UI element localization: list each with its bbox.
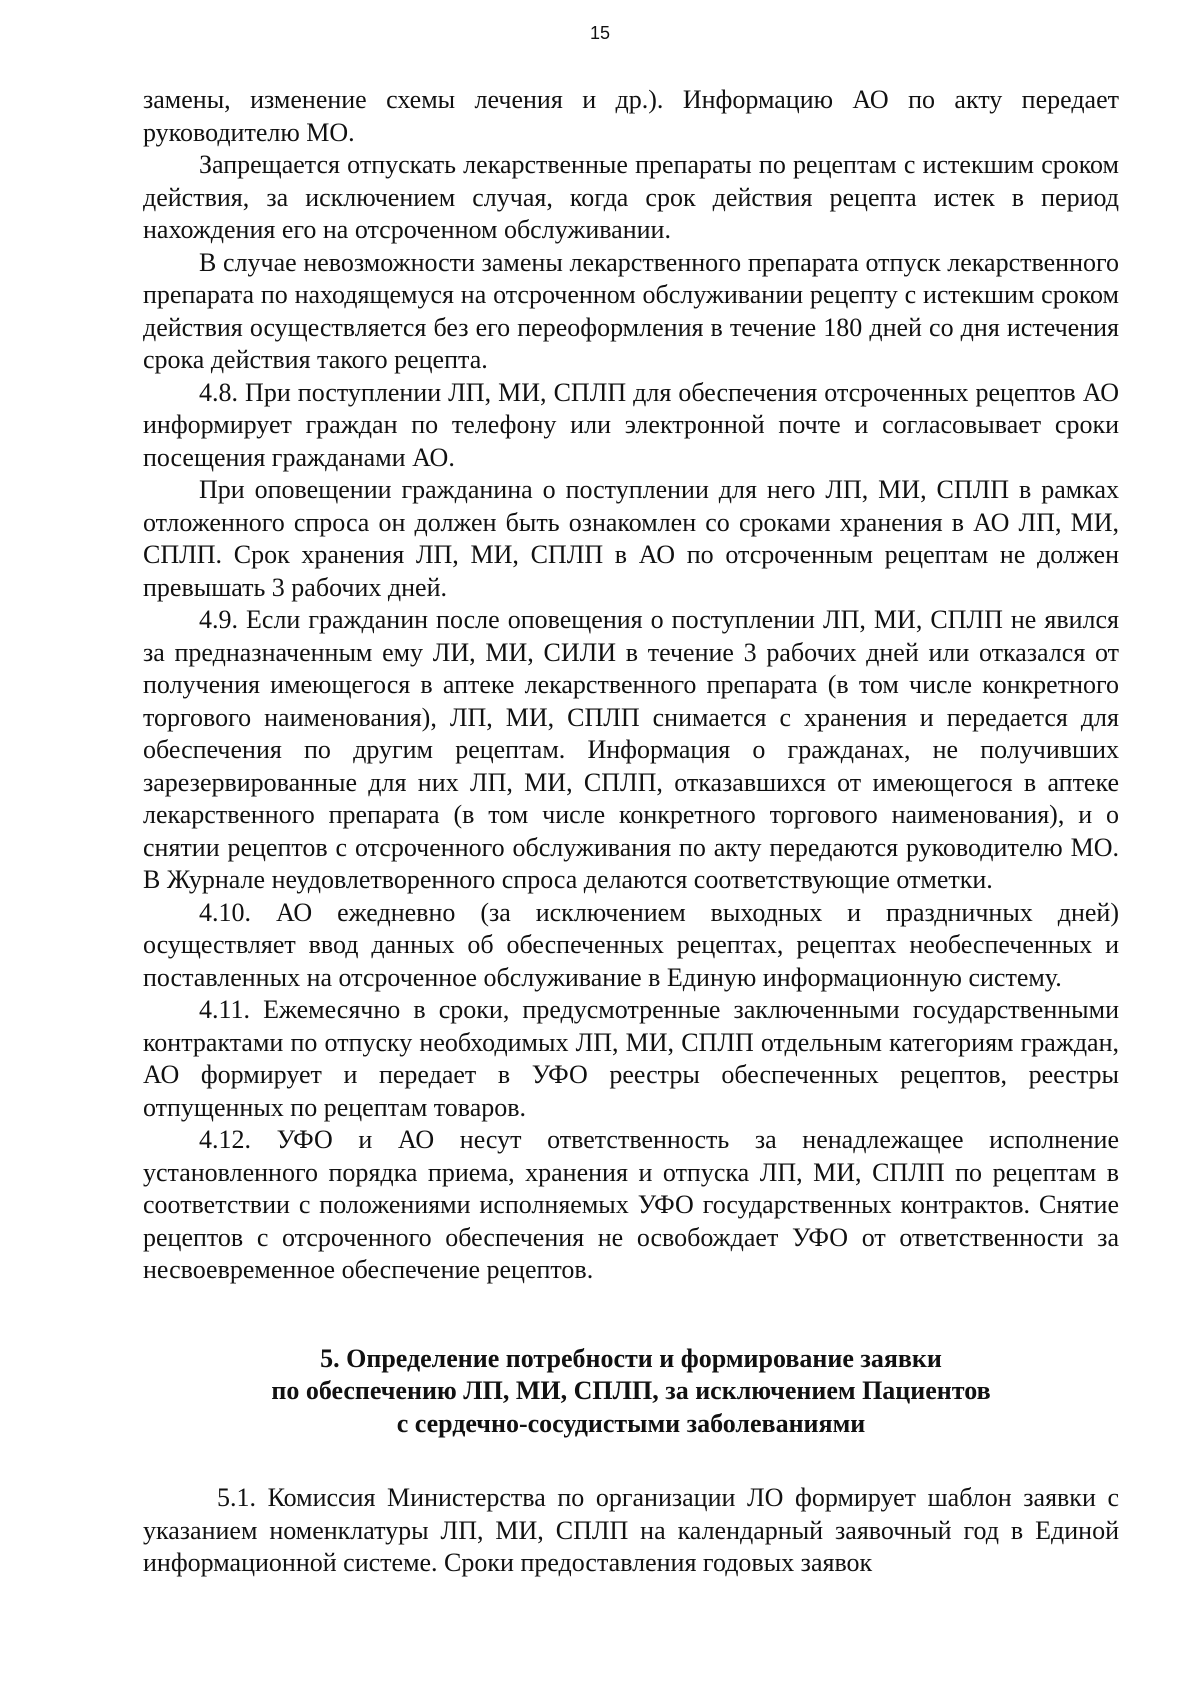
document-body: [143, 84, 1119, 1580]
section-5-heading: [143, 1343, 1119, 1441]
paragraph-4-8: 4.8. При поступлении ЛП, МИ, СПЛП для обеспечения отсроченных рецептов АО информирует граждан по телефону или электронной почте и согласовывает сроки посещения гражданами АО.: [143, 377, 1119, 472]
paragraph-notification: При оповещении гражданина о поступлении для него ЛП, МИ, СПЛП в рамках отложенного спроса он должен быть ознакомлен со сроками хранения в АО ЛП, МИ, СПЛП. Срок хранения ЛП, МИ, СПЛП в АО по отсроченным рецептам не должен превышать 3 рабочих дней.: [143, 475, 1119, 602]
section-5-heading-line: 5. Определение потребности и формирование заявки: [320, 1343, 942, 1373]
paragraph-4-9: 4.9. Если гражданин после оповещения о поступлении ЛП, МИ, СПЛП не явился за предназначенным ему ЛИ, МИ, СИЛИ в течение 3 рабочих дней или отказался от получения имеющегося в аптеке лекарственного препарата (в том числе конкретного торгового наименования), ЛП, МИ, СПЛП снимается с хранения и передается для обеспечения по другим рецептам. Информация о гражданах, не получивших зарезервированные для них ЛП, МИ, СПЛП, отказавшихся от имеющегося в аптеке лекарственного препарата (в том числе конкретного торгового наименования), и о снятии рецептов с отсроченного обслуживания по акту передаются руководителю МО. В Журнале неудовлетворенного спроса делаются соответствующие отметки.: [143, 605, 1119, 894]
paragraph-5-1: 5.1. Комиссия Министерства по организации ЛО формирует шаблон заявки с указанием номенклатуры ЛП, МИ, СПЛП на календарный заявочный год в Единой информационной системе. Сроки предоставления годовых заявок: [143, 1483, 1119, 1577]
paragraph-4-10: 4.10. АО ежедневно (за исключением выходных и праздничных дней) осуществляет ввод данных об обеспеченных рецептах, рецептах необеспеченных и поставленных на отсроченное обслуживание в Единую информационную систему.: [143, 897, 1119, 992]
paragraph-expired-prescriptions: Запрещается отпускать лекарственные препараты по рецептам с истекшим сроком действия, за исключением случая, когда срок действия рецепта истек в период нахождения его на отсроченном обслуживании.: [143, 150, 1119, 244]
paragraph-4-12: 4.12. УФО и АО несут ответственность за ненадлежащее исполнение установленного порядка приема, хранения и отпуска ЛП, МИ, СПЛП по рецептам в соответствии с положениями исполняемых УФО государственных контрактов. Снятие рецептов с отсроченного обеспечения не освобождает УФО от ответственности за несвоевременное обеспечение рецептов.: [143, 1125, 1119, 1284]
section-5-heading-line: с сердечно-сосудистыми заболеваниями: [396, 1408, 866, 1438]
paragraph-4-11: 4.11. Ежемесячно в сроки, предусмотренные заключенными государственными контрактами по отпуску необходимых ЛП, МИ, СПЛП отдельным категориям граждан, АО формирует и передает в УФО реестры обеспеченных рецептов, реестры отпущенных по рецептам товаров.: [143, 995, 1119, 1122]
paragraph-continuation: замены, изменение схемы лечения и др.). Информацию АО по акту передает руководителю МО.: [143, 85, 1119, 147]
page-number: 15: [589, 23, 611, 43]
section-5-heading-line: по обеспечению ЛП, МИ, СПЛП, за исключением Пациентов: [271, 1376, 991, 1405]
paragraph-no-replacement: В случае невозможности замены лекарственного препарата отпуск лекарственного препарата по находящемуся на отсроченном обслуживании рецепту с истекшим сроком действия осуществляется без его переоформления в течение 180 дней со дня истечения срока действия такого рецепта.: [143, 247, 1119, 374]
